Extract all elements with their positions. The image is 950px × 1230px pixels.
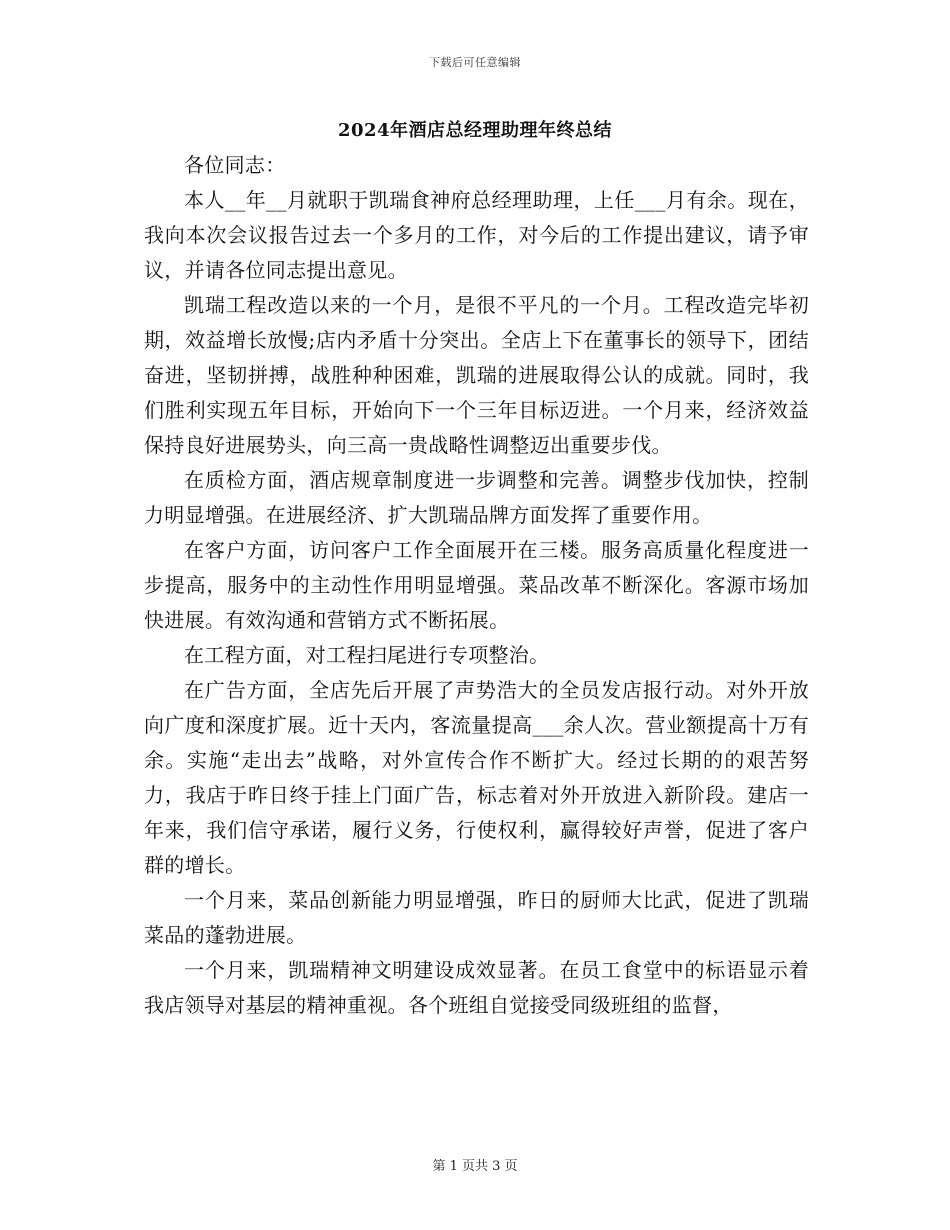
document-body (144, 148, 809, 1023)
salutation: 各位同志： (184, 153, 286, 177)
paragraph-dishes: 一个月来，菜品创新能力明显增强，昨日的厨师大比武，促进了凯瑞菜品的蓬勃进展。 (144, 888, 809, 947)
paragraph-overview: 凯瑞工程改造以来的一个月，是很不平凡的一个月。工程改造完毕初期，效益增长放慢;店内矛盾十分突出。全店上下在董事长的领导下，团结奋进，坚韧拼搏，战胜种种困难，凯瑞的进展取得公认的成就。同时，我们胜利实现五年目标，开始向下一个三年目标迈进。一个月来，经济效益保持良好进展势头，向三高一贵战略性调整迈出重要步伐。 (144, 293, 809, 457)
paragraph-culture: 一个月来，凯瑞精神文明建设成效显著。在员工食堂中的标语显示着我店领导对基层的精神重视。各个班组自觉接受同级班组的监督， (144, 958, 809, 1017)
paragraph-intro: 本人__年__月就职于凯瑞食神府总经理助理，上任___月有余。现在，我向本次会议报告过去一个多月的工作，对今后的工作提出建议，请予审议，并请各位同志提出意见。 (144, 188, 809, 282)
paragraph-engineering: 在工程方面，对工程扫尾进行专项整治。 (184, 643, 550, 667)
header-note: 下载后可任意编辑 (429, 56, 521, 69)
document-title: 2024年酒店总经理助理年终总结 (337, 120, 613, 141)
paragraph-quality: 在质检方面，酒店规章制度进一步调整和完善。调整步伐加快，控制力明显增强。在进展经济、扩大凯瑞品牌方面发挥了重要作用。 (144, 468, 809, 527)
paragraph-advertising: 在广告方面，全店先后开展了声势浩大的全员发店报行动。对外开放向广度和深度扩展。近十天内，客流量提高___余人次。营业额提高十万有余。实施“走出去”战略，对外宣传合作不断扩大。经过长期的的艰苦努力，我店于昨日终于挂上门面广告，标志着对外开放进入新阶段。建店一年来，我们信守承诺，履行义务，行使权利，赢得较好声誉，促进了客户群的增长。 (144, 678, 809, 877)
page-footer: 第 1 页共 3 页 (432, 1159, 518, 1174)
paragraph-customer: 在客户方面，访问客户工作全面展开在三楼。服务高质量化程度进一步提高，服务中的主动性作用明显增强。菜品改革不断深化。客源市场加快进展。有效沟通和营销方式不断拓展。 (144, 538, 809, 632)
